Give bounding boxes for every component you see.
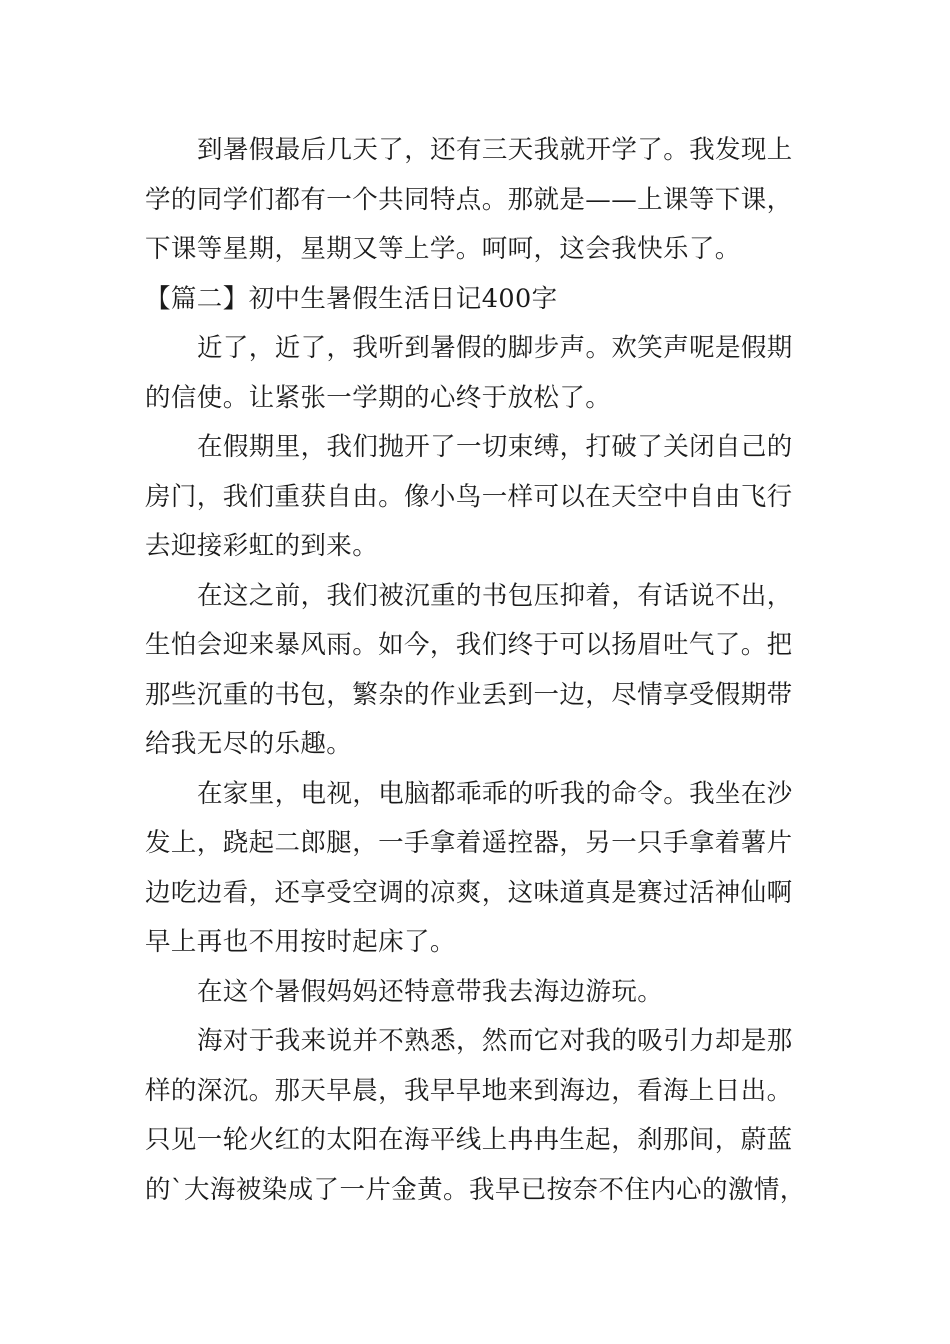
paragraph-line: 去迎接彩虹的到来。: [145, 531, 379, 561]
paragraph-line: 在假期里，我们抛开了一切束缚，打破了关闭自己的: [197, 432, 793, 462]
paragraph-line: 给我无尽的乐趣。: [145, 729, 353, 759]
paragraph-line: 早上再也不用按时起床了。: [145, 927, 456, 957]
paragraph-line: 那些沉重的书包，繁杂的作业丢到一边，尽情享受假期带: [145, 679, 793, 710]
paragraph-line: 生怕会迎来暴风雨。如今，我们终于可以扬眉吐气了。把: [145, 630, 793, 660]
paragraph-line: 样的深沉。那天早晨，我早早地来到海边，看海上日出。: [145, 1075, 793, 1106]
paragraph-line: 发上，跷起二郎腿，一手拿着遥控器，另一只手拿着薯片: [145, 828, 793, 858]
paragraph-line: 房门，我们重获自由。像小鸟一样可以在天空中自由飞行: [145, 481, 793, 512]
paragraph-line: 下课等星期，星期又等上学。呵呵，这会我快乐了。: [145, 234, 741, 264]
section-heading: 【篇二】初中生暑假生活日记400字: [145, 283, 558, 314]
paragraph-line: 海对于我来说并不熟悉，然而它对我的吸引力却是那: [197, 1026, 793, 1056]
paragraph-line: 在这之前，我们被沉重的书包压抑着，有话说不出，: [197, 580, 793, 611]
paragraph-line: 在家里，电视，电脑都乖乖的听我的命令。我坐在沙: [197, 778, 793, 809]
paragraph-line: 到暑假最后几天了，还有三天我就开学了。我发现上: [197, 135, 793, 165]
paragraph-line: 的`大海被染成了一片金黄。我早已按奈不住内心的激情，: [145, 1174, 806, 1205]
document-body: [145, 126, 810, 1215]
paragraph-line: 的信使。让紧张一学期的心终于放松了。: [145, 382, 612, 413]
paragraph-line: 边吃边看，还享受空调的凉爽，这味道真是赛过活神仙啊: [145, 877, 793, 908]
paragraph-line: 在这个暑假妈妈还特意带我去海边游玩。: [197, 976, 664, 1007]
paragraph-line: 近了，近了，我听到暑假的脚步声。欢笑声呢是假期: [197, 333, 793, 363]
paragraph-line: 学的同学们都有一个共同特点。那就是——上课等下课，: [145, 184, 793, 215]
paragraph-line: 只见一轮火红的太阳在海平线上冉冉生起，刹那间，蔚蓝: [145, 1125, 793, 1155]
